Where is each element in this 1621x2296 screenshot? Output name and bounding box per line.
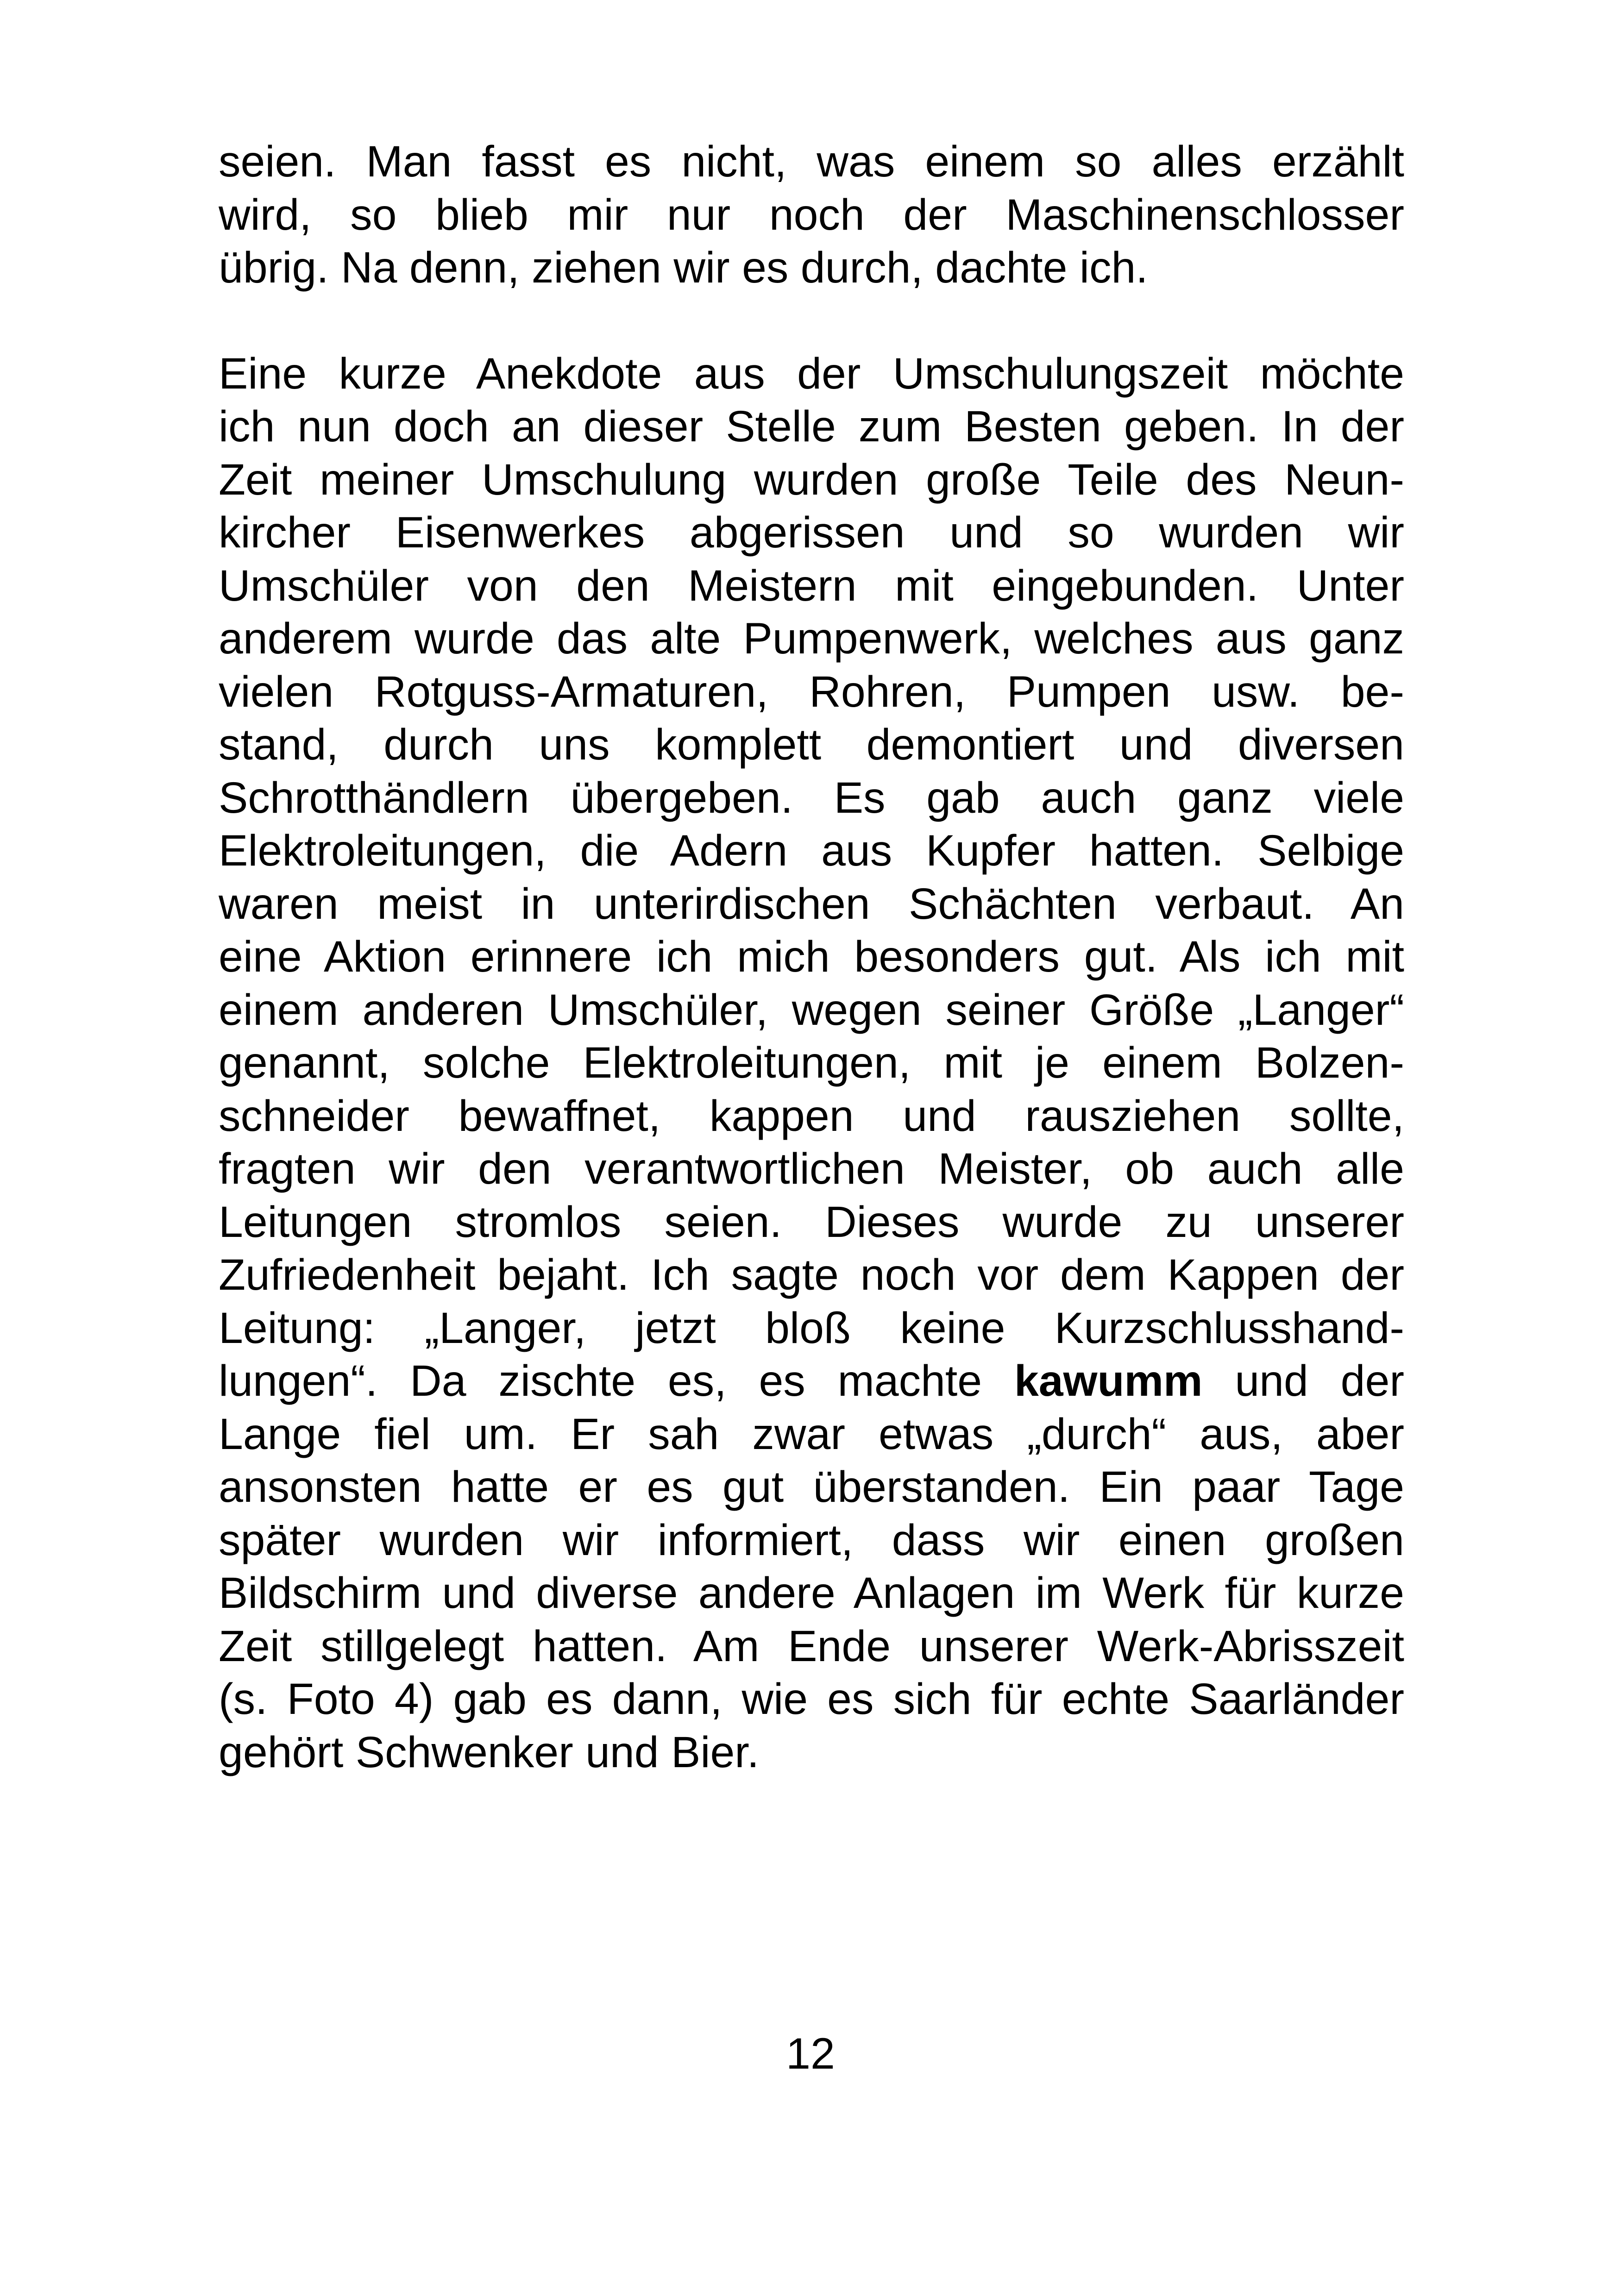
text-line: gehört Schwenker und Bier. bbox=[219, 1727, 760, 1777]
text-line: Zeit meiner Umschulung wurden große Teile des Neun- bbox=[219, 455, 1404, 504]
text-line: Schrotthändlern übergeben. Es gab auch ganz viele bbox=[219, 773, 1404, 822]
text-line: Zufriedenheit bejaht. Ich sagte noch vor dem Kappen der bbox=[219, 1250, 1404, 1299]
text-line: seien. Man fasst es nicht, was einem so alles erzählt bbox=[219, 137, 1404, 186]
text-line: anderem wurde das alte Pumpenwerk, welches aus ganz bbox=[219, 614, 1404, 663]
text-line: kircher Eisenwerkes abgerissen und so wurden wir bbox=[219, 508, 1404, 557]
text-line: einem anderen Umschüler, wegen seiner Größe „Langer“ bbox=[219, 985, 1404, 1035]
text-line: wird, so blieb mir nur noch der Maschinenschlosser bbox=[219, 190, 1404, 239]
text-line: Leitungen stromlos seien. Dieses wurde zu unserer bbox=[219, 1197, 1404, 1247]
text-line: Eine kurze Anekdote aus der Umschulungszeit möchte bbox=[219, 349, 1404, 398]
text-line: Umschüler von den Meistern mit eingebunden. Unter bbox=[219, 561, 1404, 610]
text-line: stand, durch uns komplett demontiert und diversen bbox=[219, 720, 1404, 769]
text-line: genannt, solche Elektroleitungen, mit je einem Bolzen- bbox=[219, 1038, 1404, 1087]
page-number: 12 bbox=[786, 2029, 835, 2078]
text-line: fragten wir den verantwortlichen Meister, ob auch alle bbox=[219, 1144, 1404, 1193]
text-segment: und der bbox=[1202, 1356, 1404, 1405]
text-line: waren meist in unterirdischen Schächten verbaut. An bbox=[219, 879, 1404, 928]
text-line: ansonsten hatte er es gut überstanden. Ein paar Tage bbox=[219, 1462, 1404, 1512]
paragraph-2 bbox=[219, 347, 1404, 1779]
text-line: Zeit stillgelegt hatten. Am Ende unserer Werk-Abrisszeit bbox=[219, 1621, 1404, 1671]
text-line: schneider bewaffnet, kappen und rausziehen sollte, bbox=[219, 1091, 1404, 1141]
text-line-with-emphasis bbox=[219, 1355, 1404, 1408]
text-line: Lange fiel um. Er sah zwar etwas „durch“ aus, aber bbox=[219, 1409, 1404, 1459]
text-line: Bildschirm und diverse andere Anlagen im Werk für kurze bbox=[219, 1568, 1404, 1618]
text-line: übrig. Na denn, ziehen wir es durch, dachte ich. bbox=[219, 243, 1148, 292]
body-text bbox=[219, 135, 1404, 1779]
text-line: Leitung: „Langer, jetzt bloß keine Kurzschlusshand- bbox=[219, 1303, 1404, 1353]
text-line: vielen Rotguss-Armaturen, Rohren, Pumpen usw. be- bbox=[219, 667, 1404, 716]
emphasis-word: kawumm bbox=[1014, 1356, 1203, 1405]
text-line: (s. Foto 4) gab es dann, wie es sich für echte Saarländer bbox=[219, 1675, 1404, 1724]
text-line: Elektroleitungen, die Adern aus Kupfer hatten. Selbige bbox=[219, 826, 1404, 875]
paragraph-1 bbox=[219, 135, 1404, 295]
text-line: später wurden wir informiert, dass wir einen großen bbox=[219, 1515, 1404, 1565]
text-segment: lungen“. Da zischte es, es machte bbox=[219, 1356, 1014, 1405]
text-line: eine Aktion erinnere ich mich besonders gut. Als ich mit bbox=[219, 932, 1404, 981]
text-line: ich nun doch an dieser Stelle zum Besten geben. In der bbox=[219, 402, 1404, 451]
